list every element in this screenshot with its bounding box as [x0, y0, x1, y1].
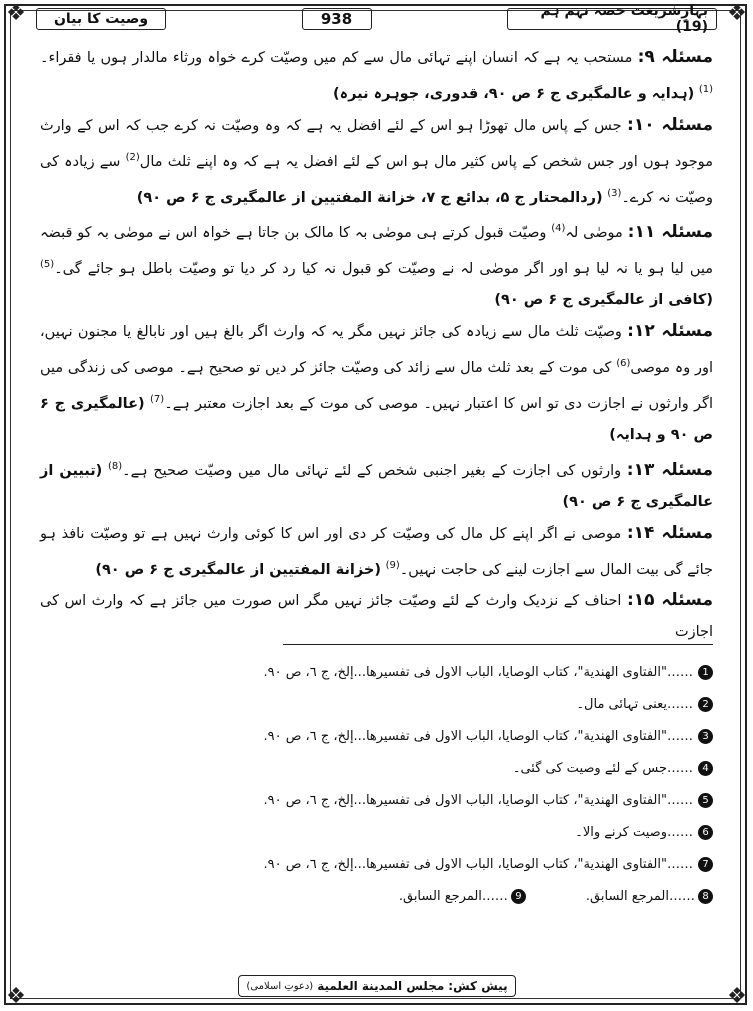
masala-label: مسئلہ ۱۰:: [627, 114, 713, 135]
page-number: 938: [302, 8, 372, 30]
masala-label: مسئلہ ۱۴:: [626, 522, 714, 543]
masala-text: موصٰی لہ: [565, 225, 623, 242]
footnote-text: ……یعنی تہائی مال۔: [576, 696, 693, 712]
masala-label: مسئلہ ۱۲:: [627, 321, 713, 342]
corner-ornament-icon: ❖: [727, 1, 747, 26]
masala-reference: (ہدایہ و عالمگیری ج ۶ ص ۹۰، قدوری، جوہرہ نیرہ): [333, 85, 695, 102]
footnote-marker[interactable]: (2): [125, 151, 140, 163]
masala-text: وصیّت ثلث مال سے زیادہ کی جائز نہیں مگر یہ کہ وارث اگر بالغ ہیں اور نابالغ یا مجنون نہیں، اور وہ موصی: [40, 324, 714, 376]
masala-text: مستحب یہ ہے کہ انسان اپنے تہائی مال سے کم میں وصیّت کرے خواہ ورثاء مالدار ہوں یا فقراء۔: [40, 50, 633, 66]
masala-reference: (ردالمحتار ج ۵، بدائع ج ۷، خزانة المفتيين از عالمگیری ج ۶ ص ۹۰): [136, 189, 603, 206]
footnote-item: [399, 889, 526, 904]
masala-text-cont: وصیّت قبول کرتے ہی موصٰی بہ کا مالک بن جاتا ہے خواہ اس نے موصٰی بہ کو قبضہ میں لیا ہو یا نہ لیا ہو اور اگر موصٰی لہ نے وصیّت کو قبول نہ کیا رد کر دیا تو وصیّت باطل ہو جائے گی۔: [40, 225, 713, 278]
publisher-tag: (دعوتِ اسلامی): [246, 980, 314, 992]
masala-12: [40, 316, 713, 451]
footnote-text: ……"الفتاوی الهندية"، كتاب الوصايا، الباب الاول فی تفسيرها...إلخ، ج ٦، ص ٩٠.: [263, 792, 693, 808]
footnote-text: ……وصیت کرنے والا۔: [575, 824, 693, 840]
masala-10: [40, 110, 713, 214]
footer-label: پیش کش:: [448, 979, 508, 993]
masala-14: [40, 518, 713, 586]
footnote-text: ……"الفتاوی الهندية"، كتاب الوصايا، الباب الاول فی تفسيرها...إلخ، ج ٦، ص ٩٠.: [263, 728, 693, 744]
footnote-number: 8: [698, 889, 713, 904]
footnote-row: [40, 880, 713, 912]
footnote-marker[interactable]: (1): [698, 84, 713, 95]
masala-label: مسئلہ ۱۱:: [627, 222, 713, 243]
footnote-number: 9: [511, 889, 526, 904]
footnote-text: ……جس کے لئے وصیت کی گئی۔: [512, 760, 693, 776]
footnote-marker[interactable]: (8): [107, 460, 123, 472]
masala-reference: (کافی از عالمگیری ج ۶ ص ۹۰): [494, 292, 713, 309]
masala-text-cont: سے زیادہ کی وصیّت نہ کرے۔: [40, 153, 713, 206]
footnote-marker[interactable]: (3): [607, 187, 622, 199]
footnote-item: [40, 816, 713, 848]
masala-reference: (خزانة المفتيين از عالمگیری ج ۶ ص ۹۰): [95, 561, 381, 578]
footnote-text: ……المرجع السابق.: [585, 888, 695, 904]
footnote-marker[interactable]: (7): [150, 393, 165, 405]
footnote-divider: [283, 644, 713, 645]
footnote-number: 4: [698, 761, 713, 776]
footnote-item: [40, 656, 713, 688]
footnote-marker[interactable]: (6): [616, 358, 631, 370]
footnote-text: ……المرجع السابق.: [398, 888, 508, 904]
footnotes: [40, 656, 713, 912]
footnote-item: [586, 889, 713, 904]
publisher-footer: [238, 975, 516, 997]
footnote-marker[interactable]: (4): [551, 223, 566, 235]
masala-11: [40, 213, 713, 316]
masala-text-cont: کی موت کے بعد ثلث مال سے زائد کی وصیّت جائز کر دیں تو صحیح ہے۔ موصی کی زندگی میں اگر وارثوں نے اجازت دی تو اس کا اعتبار نہیں۔ موصی کی موت کے بعد اجازت معتبر ہے۔: [40, 359, 713, 412]
footnote-number: 5: [698, 793, 713, 808]
footnote-number: 7: [698, 857, 713, 872]
main-text: [40, 42, 713, 648]
footnote-item: [40, 688, 713, 720]
masala-reference: (تبیین از عالمگیری ج ۶ ص ۹۰): [40, 462, 713, 510]
publisher-name: مجلس المدينة العلمية: [317, 979, 445, 993]
masala-text: وارثوں کی اجازت کے بغیر اجنبی شخص کے لئے تہائی مال میں وصیّت صحیح ہے۔: [122, 462, 622, 479]
masala-text: احناف کے نزدیک وارث کے لئے وصیّت جائز نہیں مگر اس صورت میں جائز ہے کہ وارث اس کی اجازت: [40, 593, 713, 641]
masala-text: موصی نے اگر اپنے کل مال کی وصیّت کر دی اور اس کا کوئی وارث نہیں ہے تو وصیّت نافذ ہو جائے گی بیت المال سے اجازت لینے کی حاجت نہیں۔: [40, 525, 713, 578]
masala-9: [40, 42, 713, 110]
masala-label: مسئلہ ۱۳:: [626, 459, 714, 480]
corner-ornament-icon: ❖: [727, 984, 747, 1009]
corner-ornament-icon: ❖: [6, 984, 26, 1009]
masala-reference: (عالمگیری ج ۶ ص ۹۰ و ہدایہ): [40, 395, 713, 443]
corner-ornament-icon: ❖: [6, 1, 26, 26]
chapter-title: وصیت کا بیان: [36, 8, 166, 30]
footnote-item: [40, 720, 713, 752]
footnote-number: 2: [698, 697, 713, 712]
footnote-number: 3: [698, 729, 713, 744]
masala-label: مسئلہ ۱۵:: [626, 590, 714, 611]
footnote-item: [40, 784, 713, 816]
masala-13: [40, 451, 713, 518]
masala-text: جس کے پاس مال تھوڑا ہو اس کے لئے افضل یہ ہے کہ وہ وصیّت نہ کرے جب کہ اس کے وارث موجود ہوں اور جس شخص کے پاس کثیر مال ہو اس کے لئے افضل یہ ہے کہ وہ اپنے ثلث مال: [40, 117, 714, 170]
footnote-item: [40, 752, 713, 784]
masala-label: مسئلہ ۹:: [637, 47, 713, 67]
book-title: بہارِشریعت حصہ نہم ہم (19): [507, 8, 717, 30]
footnote-number: 6: [698, 825, 713, 840]
footnote-marker[interactable]: (9): [385, 559, 400, 571]
footnote-number: 1: [698, 665, 713, 680]
page-header: [36, 3, 717, 35]
footnote-item: [40, 848, 713, 880]
footnote-text: ……"الفتاوی الهندية"، كتاب الوصايا، الباب الاول فی تفسيرها...إلخ، ج ٦، ص ٩٠.: [263, 856, 693, 872]
footnote-marker[interactable]: (5): [40, 259, 55, 271]
masala-15: [40, 585, 713, 648]
footnote-text: ……"الفتاوی الهندية"، كتاب الوصايا، الباب الاول فی تفسيرها...إلخ، ج ٦، ص ٩٠.: [263, 664, 693, 680]
